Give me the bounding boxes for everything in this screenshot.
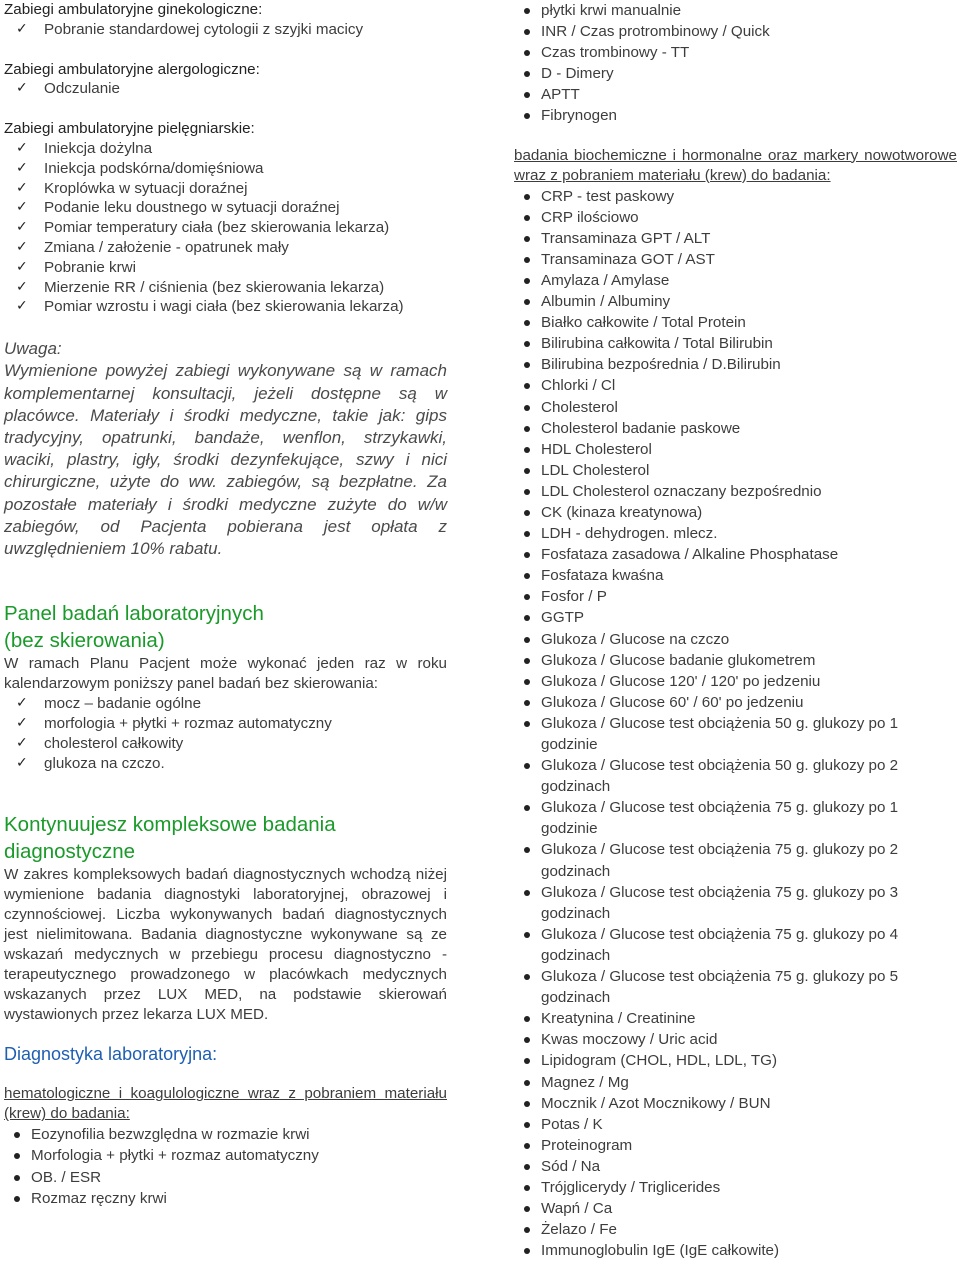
list-item: Bilirubina całkowita / Total Bilirubin bbox=[514, 333, 957, 354]
list-item: Chlorki / Cl bbox=[514, 375, 957, 396]
gyn-heading: Zabiegi ambulatoryjne ginekologiczne: bbox=[4, 1, 263, 18]
list-item: LDL Cholesterol bbox=[514, 460, 957, 481]
list-item: ✓ Podanie leku doustnego w sytuacji doraźnej bbox=[4, 198, 447, 218]
gyn-list bbox=[4, 20, 447, 40]
list-item: Glukoza / Glucose badanie glukometrem bbox=[514, 650, 957, 671]
list-item: płytki krwi manualnie bbox=[514, 0, 957, 21]
nurse-list bbox=[4, 139, 447, 317]
list-item: ✓ Mierzenie RR / ciśnienia (bez skierowania lekarza) bbox=[4, 278, 447, 298]
list-item: Glukoza / Glucose test obciążenia 50 g. glukozy po 1 godzinie bbox=[514, 713, 957, 755]
list-item: Albumin / Albuminy bbox=[514, 291, 957, 312]
list-item: Glukoza / Glucose test obciążenia 75 g. glukozy po 3 godzinach bbox=[514, 882, 957, 924]
list-item: Morfologia + płytki + rozmaz automatyczny bbox=[4, 1145, 447, 1166]
list-item: CK (kinaza kreatynowa) bbox=[514, 502, 957, 523]
list-item: Cholesterol bbox=[514, 397, 957, 418]
list-item: Glukoza / Glucose na czczo bbox=[514, 629, 957, 650]
list-item: Rozmaz ręczny krwi bbox=[4, 1188, 447, 1209]
list-item: Trójglicerydy / Triglicerides bbox=[514, 1177, 957, 1198]
panel-list bbox=[4, 694, 447, 773]
list-item: Bilirubina bezpośrednia / D.Bilirubin bbox=[514, 354, 957, 375]
coag-list bbox=[514, 0, 957, 127]
list-item: ✓ Iniekcja podskórna/domięśniowa bbox=[4, 159, 447, 179]
lab-list bbox=[4, 1124, 447, 1208]
list-item: Proteinogram bbox=[514, 1135, 957, 1156]
list-item: Glukoza / Glucose 60' / 60' po jedzeniu bbox=[514, 692, 957, 713]
list-item: OB. / ESR bbox=[4, 1167, 447, 1188]
list-item: Kreatynina / Creatinine bbox=[514, 1008, 957, 1029]
alerg-list bbox=[4, 79, 447, 99]
list-item: Transaminaza GPT / ALT bbox=[514, 228, 957, 249]
list-item: Glukoza / Glucose test obciążenia 75 g. glukozy po 4 godzinach bbox=[514, 924, 957, 966]
complex-text: W zakres kompleksowych badań diagnostycznych wchodzą niżej wymienione badania diagnostyki laboratoryjnej, obrazowej i czynnościowej. Liczba wykonywanych badań diagnostycznych jest nielimitowana. Badania diagnostyczne wykonywane są ze wskazań medycznych w przebiegu procesu diagnostyczno - terapeutycznego prowadzonego w placówkach medycznych wskazanych przez LUX MED, na podstawie skierowań wystawionych przez lekarza LUX MED. bbox=[4, 866, 447, 1024]
list-item: CRP - test paskowy bbox=[514, 186, 957, 207]
note-text: Wymienione powyżej zabiegi wykonywane są w ramach komplementarnej konsultacji, jeżeli dostępne są w placówce. Materiały i środki medyczne, takie jak: gips tradycyjny, opatrunki, bandaże, wenflon, strzykawki, waciki, plastry, igły, środki dezynfekujące, szwy i nici chirurgiczne, użyte do ww. zabiegów, są bezpłatne. Za pozostałe materiały i środki medyczne zużyte do w/w zabiegów, od Pacjenta pobierana jest opłata z uwzględnieniem 10% rabatu. bbox=[4, 361, 447, 558]
nurse-heading: Zabiegi ambulatoryjne pielęgniarskie: bbox=[4, 120, 255, 138]
left-column bbox=[4, 0, 447, 1209]
right-column bbox=[514, 0, 957, 1261]
list-item: Fosfor / P bbox=[514, 586, 957, 607]
list-item: GGTP bbox=[514, 607, 957, 628]
list-item: Fosfataza kwaśna bbox=[514, 565, 957, 586]
list-item: ✓ Odczulanie bbox=[4, 79, 447, 99]
list-item: Potas / K bbox=[514, 1114, 957, 1135]
list-item: Kwas moczowy / Uric acid bbox=[514, 1029, 957, 1050]
list-item: ✓ Pobranie standardowej cytologii z szyjki macicy bbox=[4, 20, 447, 40]
list-item: D - Dimery bbox=[514, 63, 957, 84]
list-item: ✓ Pobranie krwi bbox=[4, 258, 447, 278]
list-item: LDH - dehydrogen. mlecz. bbox=[514, 523, 957, 544]
list-item: Cholesterol badanie paskowe bbox=[514, 418, 957, 439]
panel-title-line1: Panel badań laboratoryjnych bbox=[4, 602, 264, 626]
panel-title-line2: (bez skierowania) bbox=[4, 629, 165, 653]
list-item: Amylaza / Amylase bbox=[514, 270, 957, 291]
list-item: Immunoglobulin IgE (IgE całkowite) bbox=[514, 1240, 957, 1261]
list-item: ✓ Kroplówka w sytuacji doraźnej bbox=[4, 179, 447, 199]
list-item: Sód / Na bbox=[514, 1156, 957, 1177]
list-item: Czas trombinowy - TT bbox=[514, 42, 957, 63]
list-item: ✓ mocz – badanie ogólne bbox=[4, 694, 447, 714]
bio-heading: badania biochemiczne i hormonalne oraz markery nowotworowe wraz z pobraniem materiału (krew) do badania: bbox=[514, 146, 957, 184]
list-item: Fosfataza zasadowa / Alkaline Phosphatase bbox=[514, 544, 957, 565]
list-item: Glukoza / Glucose test obciążenia 75 g. glukozy po 2 godzinach bbox=[514, 839, 957, 881]
list-item: Glukoza / Glucose test obciążenia 75 g. glukozy po 1 godzinie bbox=[514, 797, 957, 839]
list-item: ✓ glukoza na czczo. bbox=[4, 754, 447, 774]
list-item: LDL Cholesterol oznaczany bezpośrednio bbox=[514, 481, 957, 502]
list-item: ✓ morfologia + płytki + rozmaz automatyczny bbox=[4, 714, 447, 734]
complex-title-line2: diagnostyczne bbox=[4, 840, 136, 864]
list-item: Glukoza / Glucose test obciążenia 50 g. glukozy po 2 godzinach bbox=[514, 755, 957, 797]
list-item: ✓ Zmiana / założenie - opatrunek mały bbox=[4, 238, 447, 258]
complex-title-line1: Kontynuujesz kompleksowe badania bbox=[4, 813, 336, 837]
panel-intro: W ramach Planu Pacjent może wykonać jeden raz w roku kalendarzowym poniższy panel badań bez skierowania: bbox=[4, 655, 447, 693]
list-item: ✓ Pomiar temperatury ciała (bez skierowania lekarza) bbox=[4, 218, 447, 238]
list-item: APTT bbox=[514, 84, 957, 105]
list-item: Glukoza / Glucose 120' / 120' po jedzeniu bbox=[514, 671, 957, 692]
list-item: ✓ Pomiar wzrostu i wagi ciała (bez skierowania lekarza) bbox=[4, 297, 447, 317]
list-item: ✓ Iniekcja dożylna bbox=[4, 139, 447, 159]
list-item: Fibrynogen bbox=[514, 105, 957, 126]
list-item: Magnez / Mg bbox=[514, 1072, 957, 1093]
list-item: HDL Cholesterol bbox=[514, 439, 957, 460]
list-item: Wapń / Ca bbox=[514, 1198, 957, 1219]
alerg-heading: Zabiegi ambulatoryjne alergologiczne: bbox=[4, 60, 260, 78]
list-item: CRP ilościowo bbox=[514, 207, 957, 228]
list-item: Mocznik / Azot Mocznikowy / BUN bbox=[514, 1093, 957, 1114]
list-item: Białko całkowite / Total Protein bbox=[514, 312, 957, 333]
lab-subheading: hematologiczne i koagulologiczne wraz z pobraniem materiału (krew) do badania: bbox=[4, 1085, 447, 1123]
note-label: Uwaga: bbox=[4, 339, 62, 359]
list-item: Glukoza / Glucose test obciążenia 75 g. glukozy po 5 godzinach bbox=[514, 966, 957, 1008]
list-item: INR / Czas protrombinowy / Quick bbox=[514, 21, 957, 42]
list-item: Żelazo / Fe bbox=[514, 1219, 957, 1240]
list-item: Eozynofilia bezwzględna w rozmazie krwi bbox=[4, 1124, 447, 1145]
list-item: Transaminaza GOT / AST bbox=[514, 249, 957, 270]
list-item: ✓ cholesterol całkowity bbox=[4, 734, 447, 754]
lab-title: Diagnostyka laboratoryjna: bbox=[4, 1044, 218, 1065]
bio-list bbox=[514, 186, 957, 1262]
list-item: Lipidogram (CHOL, HDL, LDL, TG) bbox=[514, 1050, 957, 1071]
